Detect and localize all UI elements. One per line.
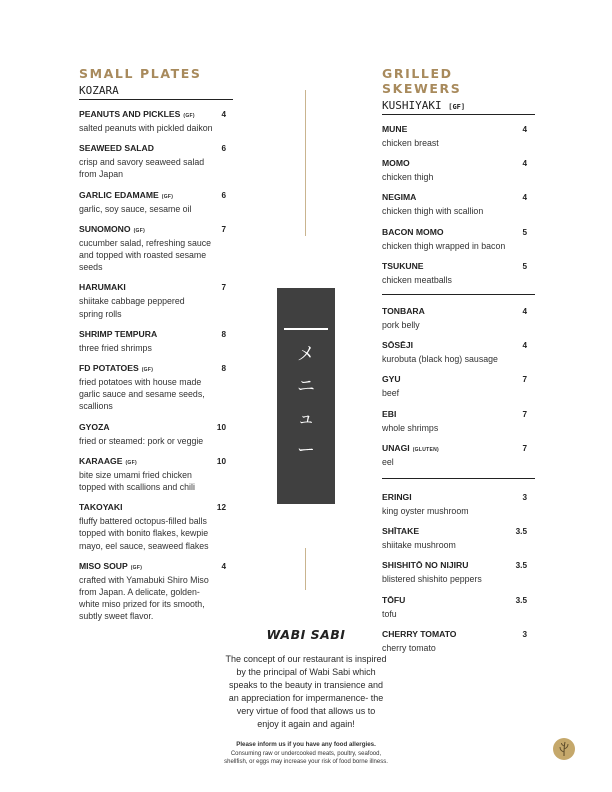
dietary-tag: (GF) — [141, 367, 154, 374]
restaurant-seal-logo — [553, 738, 575, 760]
allergy-notice — [196, 741, 416, 767]
menu-item-header — [79, 556, 226, 574]
menu-item-description: chicken thigh — [382, 172, 434, 183]
menu-item-description: whole shrimps — [382, 422, 439, 433]
menu-item-title — [79, 277, 126, 295]
menu-item-description: crisp and savory seaweed salad — [79, 157, 205, 168]
menu-item — [382, 369, 535, 399]
menu-item — [79, 417, 233, 447]
menu-item-header — [79, 417, 226, 435]
menu-item-title — [382, 487, 412, 505]
menu-item-price: 4 — [522, 159, 527, 169]
menu-item-title — [382, 222, 444, 240]
menu-item-name: MISO SOUP — [79, 560, 128, 571]
grilled-skewers-section — [382, 66, 535, 654]
menu-item-description: chicken breast — [382, 138, 439, 148]
dietary-tag: (GF) — [183, 113, 195, 119]
menu-item-description: blistered shishito peppers — [382, 574, 482, 585]
menu-item-description: chicken meatballs — [382, 274, 452, 285]
menu-item-description: spring rolls — [79, 308, 122, 319]
menu-item-price: 4 — [522, 193, 527, 203]
dietary-tag: (GF) — [133, 227, 146, 234]
menu-item-name: KARAAGE — [79, 455, 123, 466]
menu-item-title — [382, 153, 410, 171]
menu-item-title — [382, 521, 419, 539]
menu-item-title — [79, 104, 195, 122]
menu-item-name: TAKOYAKI — [79, 502, 123, 513]
menu-item-description: shiitake cabbage peppered — [79, 296, 185, 307]
menu-item — [79, 451, 233, 493]
menu-item — [382, 256, 535, 286]
group-divider — [382, 478, 535, 479]
menu-item-header — [382, 119, 527, 137]
menu-item-header — [382, 256, 527, 274]
menu-item-name: TONBARA — [382, 306, 425, 317]
menu-item-description: white miso prized for its smooth, — [79, 599, 205, 610]
menu-item-description: and topped with roasted sesame — [79, 250, 207, 261]
menu-item-name: GYOZA — [79, 421, 110, 432]
menu-item-price: 4 — [221, 110, 226, 119]
menu-item-name: BACON MOMO — [382, 226, 444, 237]
menu-item-description: beef — [382, 388, 400, 399]
small-plates-section — [79, 66, 233, 623]
menu-item-name: GYU — [382, 374, 401, 385]
menu-item-price: 3 — [522, 629, 527, 639]
menu-item-description: garlic sauce and sesame seeds, — [79, 389, 205, 400]
menu-item-header — [382, 555, 527, 573]
small-plates-title: SMALL PLATES — [79, 66, 202, 81]
menu-item-title — [79, 219, 145, 237]
menu-item-description: king oyster mushroom — [382, 506, 469, 517]
menu-item-title — [382, 301, 425, 319]
menu-item-title — [79, 417, 110, 435]
menu-item-name: SHISHITŌ NO NIJIRU — [382, 560, 469, 571]
menu-item-name: TŌFU — [382, 594, 406, 605]
menu-item-header — [382, 153, 527, 171]
menu-item-description: fried or steamed: pork or veggie — [79, 435, 204, 446]
menu-item-header — [79, 219, 226, 237]
menu-item-description: cherry tomato — [382, 642, 436, 653]
menu-item-header — [382, 222, 527, 240]
wabi-sabi-line: an appreciation for impermanence- the — [228, 693, 384, 703]
wabi-sabi-text — [216, 653, 396, 731]
menu-item-header — [382, 438, 527, 456]
menu-item-title — [382, 335, 413, 353]
menu-item-description: salted peanuts with pickled daikon — [79, 123, 213, 133]
banner-top-bar — [284, 328, 328, 330]
wabi-sabi-line: The concept of our restaurant is inspired — [225, 654, 387, 664]
menu-item-header — [79, 277, 226, 295]
menu-item-description: seeds — [79, 262, 103, 273]
menu-item-title — [382, 119, 407, 137]
menu-item-title — [79, 358, 153, 376]
menu-item-name: MOMO — [382, 158, 410, 169]
menu-item — [382, 222, 535, 252]
allergy-lines — [196, 750, 416, 767]
menu-item-name: SŌSĒJI — [382, 340, 414, 351]
menu-item — [382, 438, 535, 468]
small-plates-subtitle: KOZARA — [79, 84, 233, 100]
menu-item-price: 3.5 — [515, 561, 527, 571]
menu-item-title — [382, 438, 439, 456]
menu-item-title — [382, 187, 416, 205]
menu-item — [79, 277, 233, 319]
menu-item-title — [382, 555, 468, 573]
menu-item-price: 5 — [522, 261, 527, 271]
menu-item-name: EBI — [382, 408, 397, 419]
menu-item — [79, 185, 233, 215]
grilled-skewers-subtitle-text: KUSHIYAKI — [382, 99, 442, 112]
menu-item-description: pork belly — [382, 320, 420, 331]
menu-item-name: FD POTATOES — [79, 363, 139, 374]
menu-item-header — [382, 487, 527, 505]
menu-item-name: NEGIMA — [382, 192, 417, 203]
wabi-sabi-title: WABI SABI — [266, 627, 346, 642]
menu-item-price: 10 — [216, 456, 226, 466]
menu-item-description: bite size umami fried chicken — [79, 469, 192, 480]
banner-glyph-ni: ニ — [297, 376, 315, 397]
allergy-line: Consuming raw or undercooked meats, poultry, seafood, — [230, 750, 382, 757]
menu-item — [382, 404, 535, 434]
menu-item-price: 4 — [221, 561, 226, 571]
menu-item-description: kurobuta (black hog) sausage — [382, 354, 498, 365]
menu-item-description: mayo, eel sauce, seaweed flakes — [79, 540, 209, 551]
menu-item — [382, 153, 535, 183]
menu-item-description: subtly sweet flavor. — [79, 611, 154, 622]
menu-item-description: fried potatoes with house made — [79, 377, 202, 388]
menu-item-price: 4 — [522, 341, 527, 351]
menu-item-title — [79, 185, 173, 203]
menu-item-price: 4 — [522, 307, 527, 317]
menu-item — [382, 487, 535, 517]
menu-item-price: 8 — [221, 329, 226, 339]
leaf-icon — [553, 738, 575, 760]
menu-item-price: 12 — [216, 503, 226, 513]
menu-item-price: 4 — [522, 125, 527, 134]
menu-item-title — [382, 256, 424, 274]
menu-item-description: topped with bonito flakes, kewpie — [79, 528, 209, 539]
menu-item — [79, 104, 233, 134]
menu-item-price: 3 — [522, 493, 527, 503]
menu-item-price: 3.5 — [515, 527, 527, 537]
menu-item-title — [79, 451, 137, 469]
menu-item-description: scallions — [79, 401, 113, 412]
menu-item — [382, 301, 535, 331]
menu-item-description: fluffy battered octopus-filled balls — [79, 516, 207, 527]
wabi-sabi-line: enjoy it again and again! — [257, 719, 355, 729]
menu-item-title — [79, 497, 122, 515]
menu-item-title — [79, 324, 157, 342]
menu-item-name: TSUKUNE — [382, 260, 424, 271]
menu-item-price: 10 — [216, 422, 226, 432]
menu-item-name: ERINGI — [382, 492, 412, 503]
menu-item-price: 6 — [221, 190, 226, 200]
menu-item-name: SEAWEED SALAD — [79, 143, 154, 154]
group-divider — [382, 294, 535, 295]
menu-item-header — [382, 521, 527, 539]
menu-item-name: GARLIC EDAMAME — [79, 189, 159, 200]
dietary-tag: (GF) — [130, 564, 143, 571]
menu-item-header — [382, 404, 527, 422]
menu-item-name: HARUMAKI — [79, 282, 126, 293]
banner-glyph-yu: ュ — [297, 408, 315, 429]
dietary-tag: (GF) — [161, 193, 174, 200]
menu-item-name: UNAGI — [382, 442, 410, 453]
menu-item-name: SHRIMP TEMPURA — [79, 328, 158, 339]
grilled-skewers-subtitle-tag: [GF] — [448, 103, 466, 111]
dietary-tag: (GF) — [125, 459, 137, 466]
menu-item-price: 3.5 — [515, 595, 527, 605]
banner-glyph-long: ー — [297, 440, 315, 461]
menu-item-header — [79, 104, 226, 122]
menu-item-title — [382, 590, 405, 608]
menu-item-description: eel — [382, 456, 394, 467]
menu-item — [79, 358, 233, 413]
menu-item — [382, 119, 535, 149]
dietary-tag: (GLUTEN) — [412, 446, 439, 453]
menu-item — [79, 138, 233, 180]
menu-item-name: SHĪTAKE — [382, 526, 420, 537]
menu-item-title — [382, 404, 396, 422]
menu-item-header — [79, 497, 226, 515]
menu-item-header — [79, 324, 226, 342]
grilled-skewers-title: GRILLED SKEWERS — [382, 66, 462, 96]
menu-item-header — [382, 590, 527, 608]
menu-item — [382, 555, 535, 585]
allergy-line: shellfish, or eggs may increase your risk of food borne illness. — [224, 759, 388, 765]
wabi-sabi-line: speaks to the beauty in transience and — [228, 680, 384, 690]
menu-item-description: crafted with Yamabuki Shiro Miso — [79, 574, 209, 585]
wabi-sabi-line: very virtue of food that allows us to — [236, 706, 376, 716]
menu-item-header — [79, 358, 226, 376]
menu-item-price: 7 — [221, 283, 226, 293]
menu-item-header — [79, 185, 226, 203]
menu-item-description: garlic, soy sauce, sesame oil — [79, 203, 192, 214]
menu-item — [382, 335, 535, 365]
menu-item — [79, 324, 233, 354]
banner-glyph-me: メ — [297, 344, 315, 365]
menu-item-price: 8 — [221, 364, 226, 374]
menu-item-name: PEANUTS AND PICKLES — [79, 109, 181, 119]
menu-item-price: 6 — [221, 144, 226, 154]
menu-item-name: CHERRY TOMATO — [382, 628, 457, 639]
menu-item — [79, 556, 233, 623]
menu-item-header — [382, 335, 527, 353]
menu-item-title — [79, 556, 142, 574]
menu-item-description: tofu — [382, 608, 397, 619]
menu-item-price: 7 — [221, 224, 226, 234]
menu-item-title — [79, 138, 154, 156]
menu-item-header — [79, 451, 226, 469]
menu-item-header — [382, 187, 527, 205]
menu-item-header — [382, 369, 527, 387]
menu-item-description: chicken thigh wrapped in bacon — [382, 240, 506, 251]
menu-item — [79, 219, 233, 274]
allergy-heading: Please inform us if you have any food allergies. — [236, 741, 376, 748]
menu-item — [79, 497, 233, 552]
menu-item-description: three fried shrimps — [79, 342, 152, 353]
menu-item-price: 7 — [522, 443, 527, 453]
menu-item-title — [382, 369, 401, 387]
menu-item-description: from Japan — [79, 169, 124, 180]
menu-item — [382, 590, 535, 620]
grilled-skewers-list — [382, 119, 535, 654]
menu-item-price: 7 — [522, 375, 527, 385]
menu-banner — [277, 288, 335, 504]
menu-item — [382, 187, 535, 217]
menu-item — [382, 521, 535, 551]
small-plates-list — [79, 104, 233, 623]
menu-item-price: 7 — [522, 409, 527, 419]
menu-item-header — [382, 301, 527, 319]
grilled-skewers-subtitle — [382, 99, 535, 115]
menu-item-price: 5 — [522, 227, 527, 237]
menu-item-description: chicken thigh with scallion — [382, 206, 484, 217]
menu-item-description: from Japan. A delicate, golden- — [79, 587, 200, 598]
center-divider-top — [305, 90, 306, 236]
menu-item-name: MUNE — [382, 124, 408, 134]
center-divider-bottom — [305, 548, 306, 590]
menu-item-description: topped with scallions and chili — [79, 482, 195, 493]
menu-item-description: cucumber salad, refreshing sauce — [79, 237, 212, 248]
menu-item-description: shiitake mushroom — [382, 540, 456, 551]
menu-item-header — [79, 138, 226, 156]
wabi-sabi-line: by the principal of Wabi Sabi which — [236, 667, 376, 677]
menu-item-name: SUNOMONO — [79, 223, 131, 234]
